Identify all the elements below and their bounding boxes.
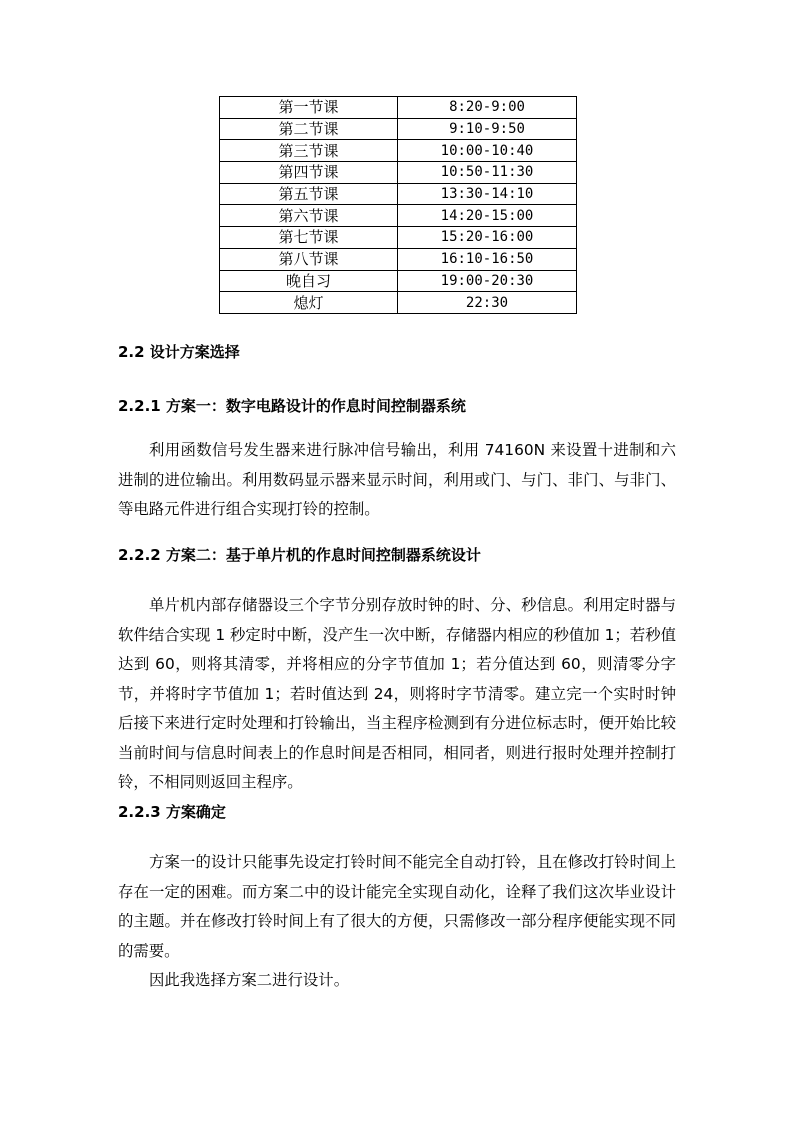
table-row: [220, 140, 577, 162]
table-row: [220, 205, 577, 227]
schedule-table: [219, 96, 577, 314]
period-name: 第二节课: [220, 118, 398, 140]
paragraph-scheme-decision: 方案一的设计只能事先设定打铃时间不能完全自动打铃，且在修改打铃时间上存在一定的困难。而方案二中的设计能完全实现自动化，诠释了我们这次毕业设计的主题。并在修改打铃时间上有了很大的方便，只需修改一部分程序便能实现不同的需要。: [118, 853, 676, 960]
period-name: 第六节课: [220, 205, 398, 227]
table-row: [220, 97, 577, 119]
table-row: [220, 248, 577, 270]
table-row: [220, 270, 577, 292]
period-time: 10:00-10:40: [398, 140, 577, 162]
period-time: 13:30-14:10: [398, 183, 577, 205]
period-time: 15:20-16:00: [398, 227, 577, 249]
period-name: 第一节课: [220, 97, 398, 119]
period-name: 第七节课: [220, 227, 398, 249]
period-name: 第八节课: [220, 248, 398, 270]
period-time: 14:20-15:00: [398, 205, 577, 227]
table-row: [220, 183, 577, 205]
section-heading-2-2-2: 2.2.2 方案二：基于单片机的作息时间控制器系统设计: [118, 546, 481, 564]
table-row: [220, 118, 577, 140]
period-time: 10:50-11:30: [398, 162, 577, 184]
section-heading-2-2-3: 2.2.3 方案确定: [118, 803, 226, 821]
paragraph-scheme-one: 利用函数信号发生器来进行脉冲信号输出，利用 74160N 来设置十进制和六进制的进位输出。利用数码显示器来显示时间，利用或门、与门、非门、与非门、等电路元件进行组合实现打铃的控制。: [118, 441, 676, 518]
period-name: 第三节课: [220, 140, 398, 162]
period-time: 22:30: [398, 292, 577, 314]
period-name: 熄灯: [220, 292, 398, 314]
table-row: [220, 162, 577, 184]
period-time: 16:10-16:50: [398, 248, 577, 270]
period-time: 19:00-20:30: [398, 270, 577, 292]
table-row: [220, 227, 577, 249]
period-time: 8:20-9:00: [398, 97, 577, 119]
period-name: 第四节课: [220, 162, 398, 184]
table-row: [220, 292, 577, 314]
period-name: 晚自习: [220, 270, 398, 292]
period-name: 第五节课: [220, 183, 398, 205]
paragraph-conclusion: 因此我选择方案二进行设计。: [149, 971, 350, 989]
period-time: 9:10-9:50: [398, 118, 577, 140]
section-heading-2-2-1: 2.2.1 方案一：数字电路设计的作息时间控制器系统: [118, 397, 466, 415]
section-heading-2-2: 2.2 设计方案选择: [118, 343, 240, 361]
paragraph-scheme-two: 单片机内部存储器设三个字节分别存放时钟的时、分、秒信息。利用定时器与软件结合实现 1 秒定时中断，没产生一次中断，存储器内相应的秒值加 1；若秒值达到 60，则将其清零，并将相应的分字节值加 1；若分值达到 60，则清零分字节，并将时字节值加 1；若时值达到 24，则将时字节清零。建立完一个实时时钟后接下来进行定时处理和打铃输出，当主程序检测到有分进位标志时，便开始比较当前时间与信息时间表上的作息时间是否相同，相同者，则进行报时处理并控制打铃，不相同则返回主程序。: [118, 596, 676, 791]
